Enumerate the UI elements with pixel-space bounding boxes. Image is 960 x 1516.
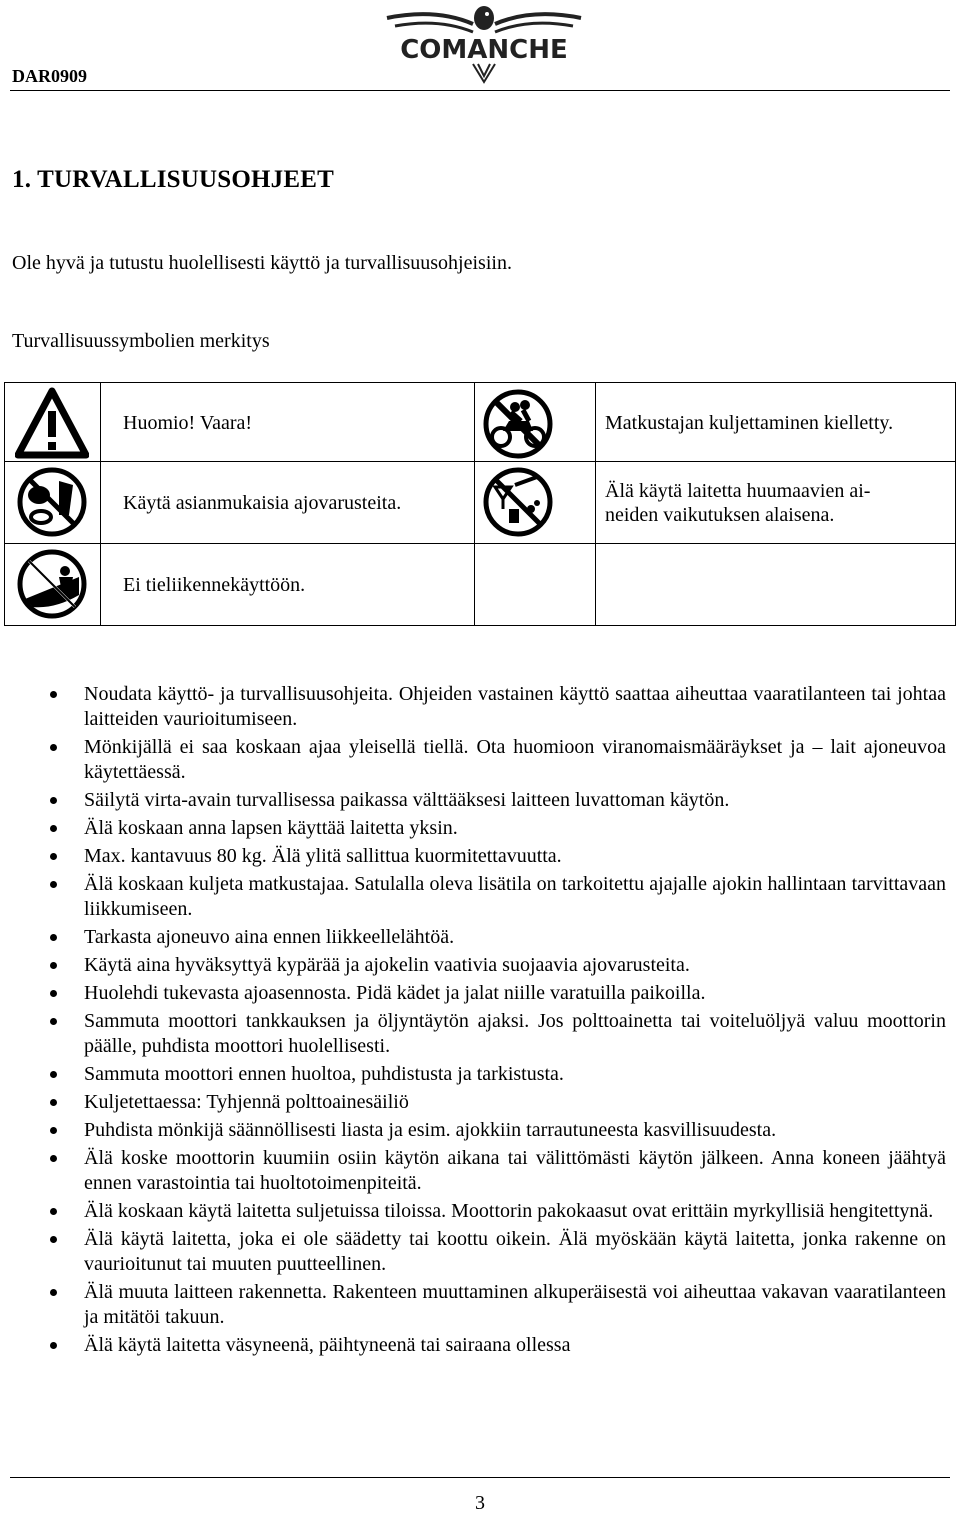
- table-divider: [595, 383, 596, 625]
- intro-text: Ole hyvä ja tutustu huolellisesti käyttö ja turvallisuusohjeisiin.: [12, 252, 512, 274]
- symbol-label-no-passenger: Matkustajan kuljettaminen kielletty.: [605, 412, 894, 434]
- list-item: Max. kantavuus 80 kg. Älä ylitä sallittua kuormitettavuutta.: [0, 844, 960, 869]
- table-divider: [5, 543, 595, 544]
- document-code: DAR0909: [12, 66, 87, 86]
- comanche-logo: [381, 2, 587, 86]
- list-item: Huolehdi tukevasta ajoasennosta. Pidä kädet ja jalat niille varatuilla paikoilla.: [0, 981, 960, 1006]
- safety-instructions-list: [0, 682, 960, 1361]
- list-item: Älä koskaan kuljeta matkustajaa. Satulalla oleva lisätila on tarkoitettu ajajalle ajokin hallintaan tarvittavaan liikkumiseen.: [0, 872, 960, 922]
- protective-gear-icon: [15, 465, 89, 539]
- footer-rule: [10, 1477, 950, 1478]
- list-item: Sammuta moottori ennen huoltoa, puhdistusta ja tarkistusta.: [0, 1062, 960, 1087]
- list-item: Sammuta moottori tankkauksen ja öljyntäytön ajaksi. Jos polttoainetta tai voiteluöljyä valuu moottorin päälle, puhdista moottori huolellisesti.: [0, 1009, 960, 1059]
- symbol-label-protective-gear: Käytä asianmukaisia ajovarusteita.: [123, 492, 402, 514]
- table-divider: [5, 461, 956, 462]
- symbol-label-warning: Huomio! Vaara!: [123, 412, 253, 434]
- list-item: Mönkijällä ei saa koskaan ajaa yleisellä tiellä. Ota huomioon viranomaismääräykset ja – lait ajoneuvoa käytettäessä.: [0, 735, 960, 785]
- page-number: 3: [475, 1492, 485, 1514]
- warning-triangle-icon: [15, 387, 89, 461]
- no-road-use-icon: [15, 547, 89, 621]
- list-item: Älä koske moottorin kuumiin osiin käytön aikana tai välittömästi käytön jälkeen. Anna koneen jäähtyä ennen varastointia tai huoltotoimenpiteitä.: [0, 1146, 960, 1196]
- section-title: 1. TURVALLISUUSOHJEET: [12, 166, 334, 193]
- list-item: Noudata käyttö- ja turvallisuusohjeita. Ohjeiden vastainen käyttö saattaa aiheuttaa vaaratilanteen tai johtaa laitteiden vaurioitumiseen.: [0, 682, 960, 732]
- list-item: Kuljetettaessa: Tyhjennä polttoainesäiliö: [0, 1090, 960, 1115]
- svg-text:COMANCHE: COMANCHE: [400, 35, 568, 65]
- table-divider: [474, 383, 475, 625]
- list-item: Puhdista mönkijä säännöllisesti liasta ja esim. ajokkiin tarrautuneesta kasvillisuudesta.: [0, 1118, 960, 1143]
- table-divider: [100, 383, 101, 625]
- list-item: Älä käytä laitetta väsyneenä, päihtyneenä tai sairaana ollessa: [0, 1333, 960, 1358]
- symbols-subtitle: Turvallisuussymbolien merkitys: [12, 330, 270, 352]
- list-item: Älä muuta laitteen rakennetta. Rakenteen muuttaminen alkuperäisestä voi aiheuttaa vakavan vaaratilanteen ja mitätöi takuun.: [0, 1280, 960, 1330]
- safety-symbols-table: [4, 382, 956, 626]
- list-item: Älä käytä laitetta, joka ei ole säädetty tai koottu oikein. Älä myöskään käytä laitetta, jonka rakenne on vaurioitunut tai muuten puutteellinen.: [0, 1227, 960, 1277]
- header-rule: [10, 90, 950, 91]
- list-item: Tarkasta ajoneuvo aina ennen liikkeellelähtöä.: [0, 925, 960, 950]
- no-intoxicants-icon: [481, 465, 555, 539]
- symbol-label-no-road-use: Ei tieliikennekäyttöön.: [123, 574, 306, 596]
- table-divider: [595, 543, 956, 544]
- list-item: Säilytä virta-avain turvallisessa paikassa välttääksesi laitteen luvattoman käytön.: [0, 788, 960, 813]
- list-item: Käytä aina hyväksyttyä kypärää ja ajokelin vaativia suojaavia ajovarusteita.: [0, 953, 960, 978]
- list-item: Älä koskaan käytä laitetta suljetuissa tiloissa. Moottorin pakokaasut ovat erittäin myrkyllisiä hengitettynä.: [0, 1199, 960, 1224]
- symbol-label-no-intoxicants: Älä käytä laitetta huumaavien ai- neiden vaikutuksen alaisena.: [605, 480, 871, 526]
- no-passenger-icon: [481, 387, 555, 461]
- list-item: Älä koskaan anna lapsen käyttää laitetta yksin.: [0, 816, 960, 841]
